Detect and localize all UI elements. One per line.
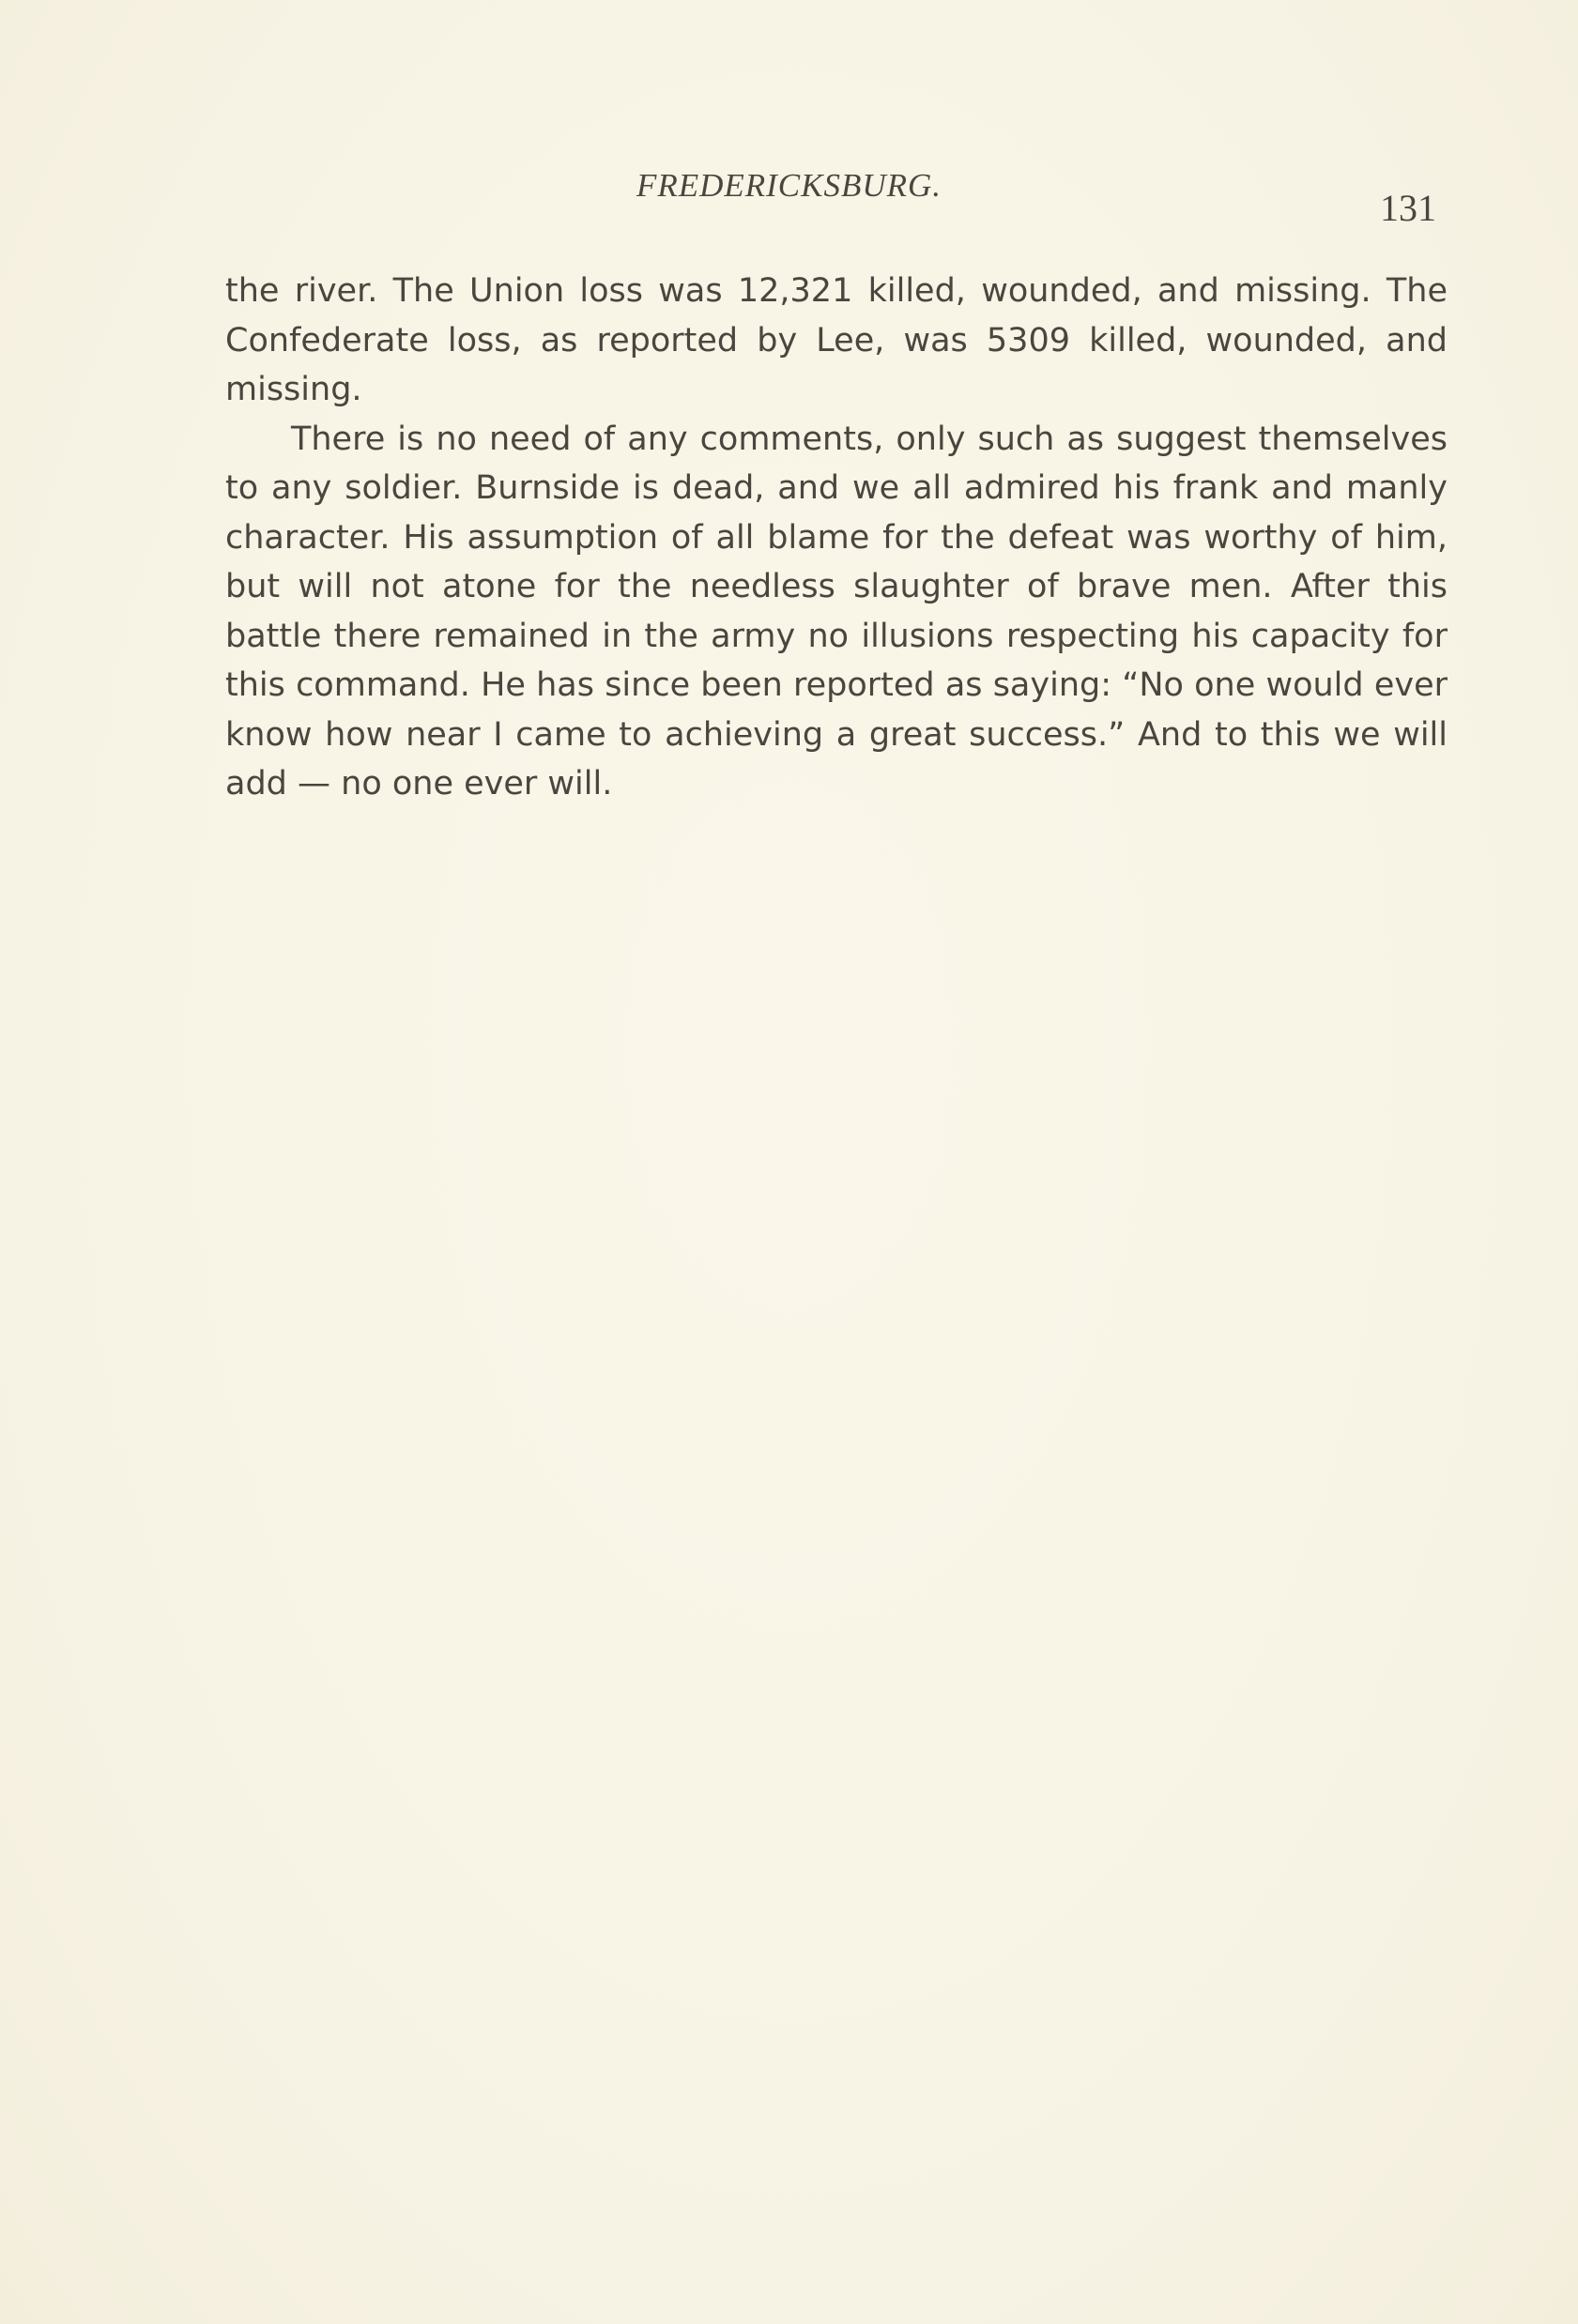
running-head-title: FREDERICKSBURG. [636, 167, 942, 204]
body-text [225, 267, 1448, 809]
paragraph-continued: the river. The Union loss was 12,321 killed, wounded, and missing. The Confederate loss, as reported by Lee, was 5309 killed, wounded, and missing. [225, 272, 1448, 408]
page-number: 131 [1380, 187, 1436, 229]
paragraph-commentary: There is no need of any comments, only such as suggest themselves to any soldier. Burnside is dead, and we all admired his frank and manly character. His assumption of all blame for the defeat was worthy of him, but will not atone for the needless slaughter of brave men. After this battle there remained in the army no illusions respecting his capacity for this command. He has since been reported as saying: “No one would ever know how near I came to achieving a great success.” And to this we will add — no one ever will. [225, 420, 1448, 803]
